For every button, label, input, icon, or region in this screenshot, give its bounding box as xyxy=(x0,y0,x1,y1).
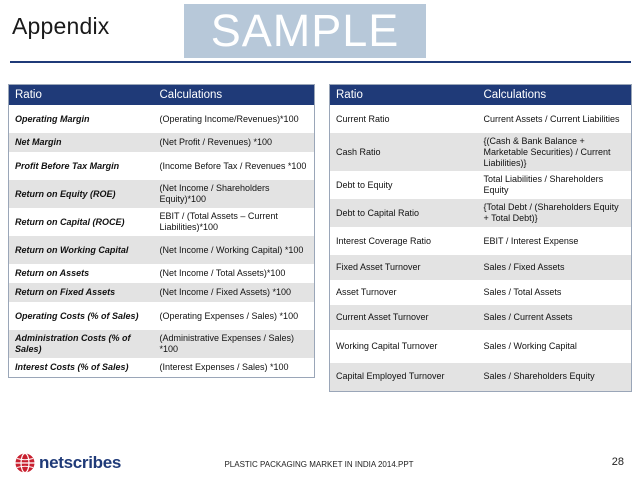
ratio-calculation: (Interest Expenses / Sales) *100 xyxy=(154,358,315,377)
table-row xyxy=(330,199,632,227)
ratio-name: Working Capital Turnover xyxy=(330,330,478,363)
ratio-name: Debt to Capital Ratio xyxy=(330,199,478,227)
table-row xyxy=(9,302,315,330)
right-header-ratio: Ratio xyxy=(330,85,478,106)
ratio-name: Operating Margin xyxy=(9,105,154,133)
table-row xyxy=(9,236,315,264)
ratio-calculation: Sales / Working Capital xyxy=(478,330,632,363)
title-divider xyxy=(10,61,631,63)
table-row xyxy=(330,255,632,280)
sample-watermark: SAMPLE xyxy=(184,4,426,58)
ratio-name: Asset Turnover xyxy=(330,280,478,305)
table-row xyxy=(9,358,315,377)
ratio-calculation: {Total Debt / (Shareholders Equity + Total Debt)} xyxy=(478,199,632,227)
left-ratio-table xyxy=(8,84,315,378)
ratio-calculation: Sales / Shareholders Equity xyxy=(478,363,632,391)
logo-wordmark: netscribes xyxy=(39,453,122,472)
ratio-calculation: Sales / Total Assets xyxy=(478,280,632,305)
ratio-calculation: (Income Before Tax / Revenues *100 xyxy=(154,152,315,180)
ratio-name: Return on Capital (ROCE) xyxy=(9,208,154,236)
table-row xyxy=(9,180,315,208)
ratio-calculation: (Net Profit / Revenues) *100 xyxy=(154,133,315,152)
right-ratio-table xyxy=(329,84,632,392)
left-header-calculations: Calculations xyxy=(154,85,315,106)
right-header-calculations: Calculations xyxy=(478,85,632,106)
ratio-name: Profit Before Tax Margin xyxy=(9,152,154,180)
ratio-calculation: Current Assets / Current Liabilities xyxy=(478,105,632,133)
table-row xyxy=(9,264,315,283)
table-row xyxy=(330,227,632,255)
left-header-ratio: Ratio xyxy=(9,85,154,106)
left-table-header-row xyxy=(9,85,315,106)
ratio-calculation: (Net Income / Working Capital) *100 xyxy=(154,236,315,264)
table-row xyxy=(330,330,632,363)
ratio-name: Return on Assets xyxy=(9,264,154,283)
ratio-name: Current Ratio xyxy=(330,105,478,133)
page-number: 28 xyxy=(611,456,624,468)
table-row xyxy=(9,133,315,152)
ratio-calculation: Sales / Fixed Assets xyxy=(478,255,632,280)
ratio-calculation: (Net Income / Total Assets)*100 xyxy=(154,264,315,283)
right-table-header-row xyxy=(330,85,632,106)
ratio-calculation: (Operating Expenses / Sales) *100 xyxy=(154,302,315,330)
ratio-calculation: (Net Income / Shareholders Equity)*100 xyxy=(154,180,315,208)
ratio-calculation: (Administrative Expenses / Sales) *100 xyxy=(154,330,315,358)
ratio-name: Return on Equity (ROE) xyxy=(9,180,154,208)
table-row xyxy=(330,105,632,133)
ratio-name: Interest Coverage Ratio xyxy=(330,227,478,255)
table-row xyxy=(330,133,632,171)
slide-title: Appendix xyxy=(12,13,110,39)
ratio-name: Administration Costs (% of Sales) xyxy=(9,330,154,358)
ratio-calculation: (Net Income / Fixed Assets) *100 xyxy=(154,283,315,302)
footer-filename: PLASTIC PACKAGING MARKET IN INDIA 2014.PPT xyxy=(224,460,414,469)
ratio-calculation: Total Liabilities / Shareholders Equity xyxy=(478,171,632,199)
ratio-name: Current Asset Turnover xyxy=(330,305,478,330)
ratio-name: Capital Employed Turnover xyxy=(330,363,478,391)
ratio-name: Return on Working Capital xyxy=(9,236,154,264)
ratio-name: Operating Costs (% of Sales) xyxy=(9,302,154,330)
ratio-name: Cash Ratio xyxy=(330,133,478,171)
table-row xyxy=(9,105,315,133)
table-row xyxy=(330,305,632,330)
table-row xyxy=(9,152,315,180)
ratio-name: Net Margin xyxy=(9,133,154,152)
ratio-calculation: EBIT / (Total Assets – Current Liabilities)*100 xyxy=(154,208,315,236)
ratio-calculation: Sales / Current Assets xyxy=(478,305,632,330)
table-row xyxy=(9,283,315,302)
table-row xyxy=(9,330,315,358)
ratio-name: Debt to Equity xyxy=(330,171,478,199)
ratio-calculation: (Operating Income/Revenues)*100 xyxy=(154,105,315,133)
table-row xyxy=(330,363,632,391)
ratio-name: Return on Fixed Assets xyxy=(9,283,154,302)
ratio-name: Fixed Asset Turnover xyxy=(330,255,478,280)
ratio-calculation: EBIT / Interest Expense xyxy=(478,227,632,255)
table-row xyxy=(330,171,632,199)
ratio-calculation: {(Cash & Bank Balance + Marketable Securities) / Current Liabilities)} xyxy=(478,133,632,171)
table-row xyxy=(330,280,632,305)
ratio-name: Interest Costs (% of Sales) xyxy=(9,358,154,377)
table-row xyxy=(9,208,315,236)
